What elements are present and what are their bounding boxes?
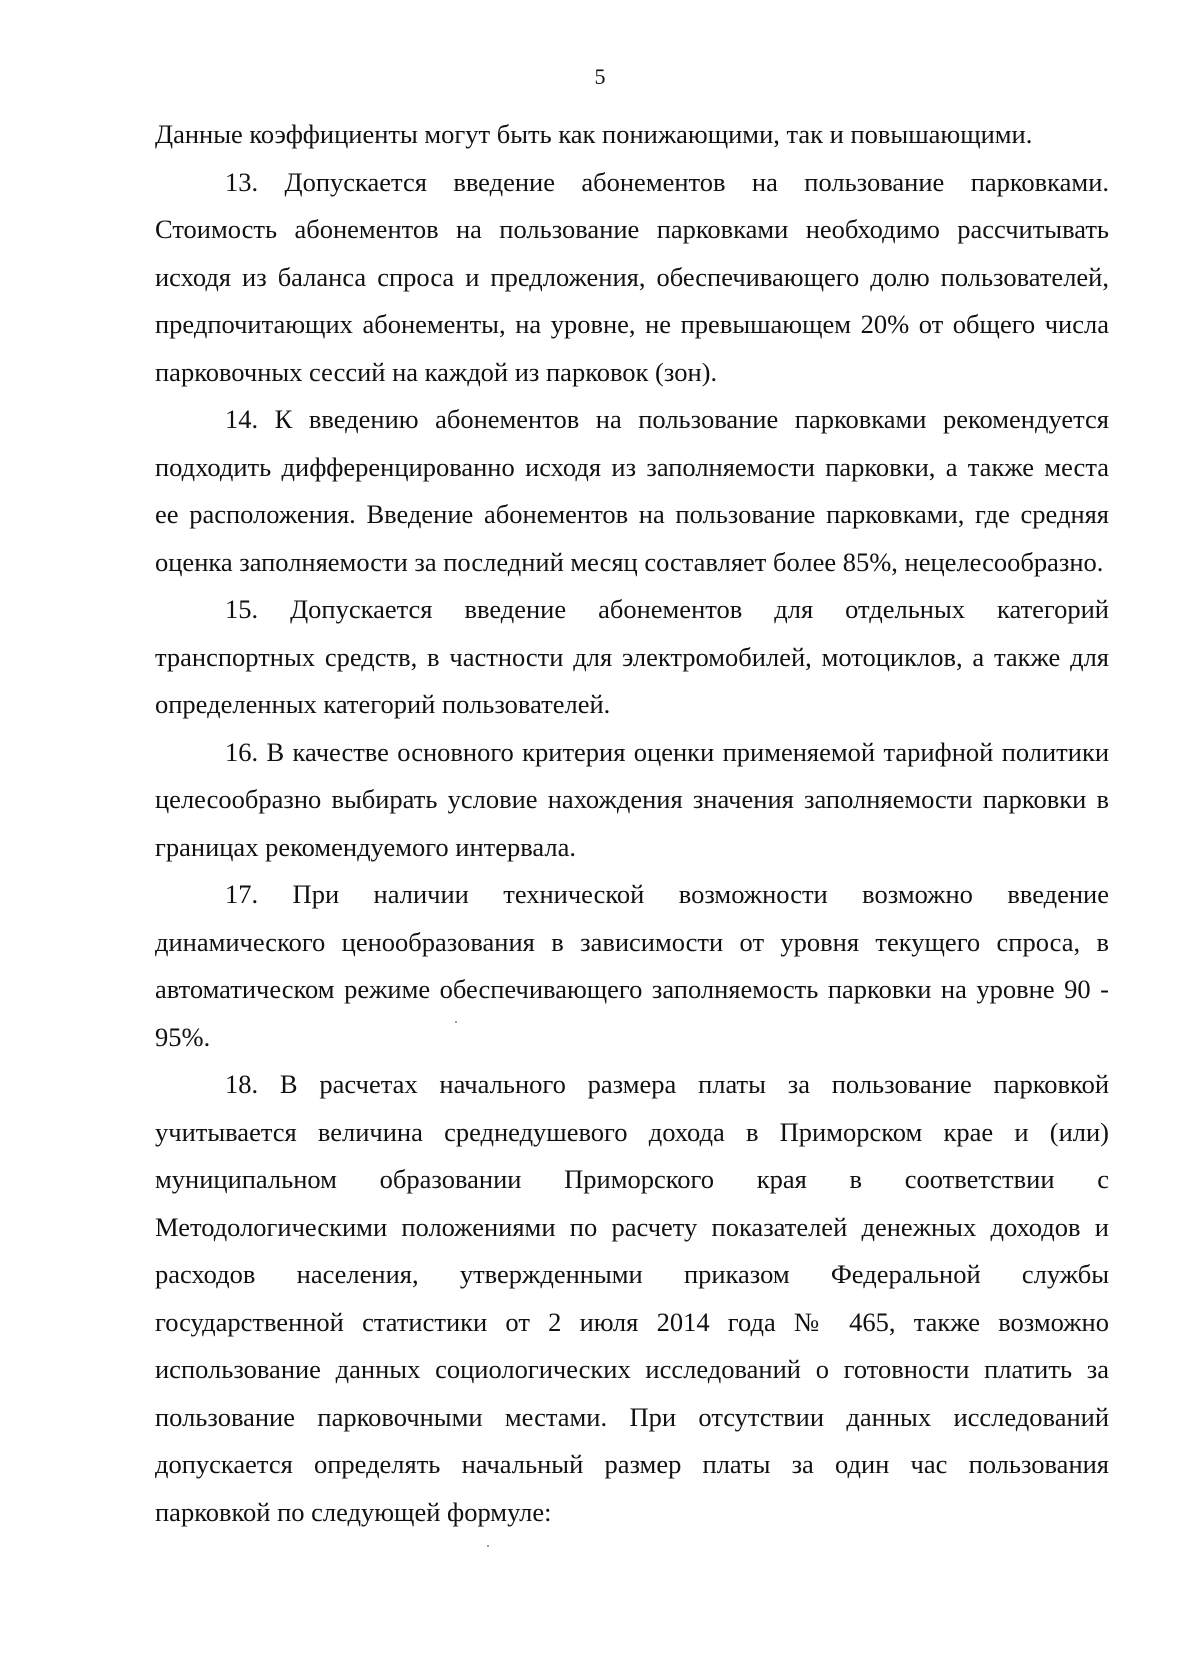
paragraph-17: 17. При наличии технической возможности возможно введение динамического ценообразования в зависимости от уровня текущего спроса, в автоматическом режиме обеспечивающего заполняемость парковки на уровне 90 - 95%.: [155, 879, 1109, 1052]
document-body: [155, 111, 1109, 1536]
scan-speck: [455, 1021, 457, 1023]
scan-speck: [487, 1545, 489, 1547]
paragraph-18: 18. В расчетах начального размера платы за пользование парковкой учитывается величина среднедушевого дохода в Приморском крае и (или) муниципальном образовании Приморского края в соответствии с Методологическими положениями по расчету показателей денежных доходов и расходов населения, утвержденными приказом Федеральной службы государственной статистики от 2 июля 2014 года № 465, также возможно использование данных социологических исследований о готовности платить за пользование парковочными местами. При отсутствии данных исследований допускается определять начальный размер платы за один час пользования парковкой по следующей формуле:: [155, 1069, 1109, 1527]
paragraph-13: 13. Допускается введение абонементов на пользование парковками. Стоимость абонементов на пользование парковками необходимо рассчитывать исходя из баланса спроса и предложения, обеспечивающего долю пользователей, предпочитающих абонементы, на уровне, не превышающем 20% от общего числа парковочных сессий на каждой из парковок (зон).: [155, 166, 1109, 387]
paragraph-16: 16. В качестве основного критерия оценки применяемой тарифной политики целесообразно выбирать условие нахождения значения заполняемости парковки в границах рекомендуемого интервала.: [155, 736, 1109, 862]
paragraph-15: 15. Допускается введение абонементов для отдельных категорий транспортных средств, в частности для электромобилей, мотоциклов, а также для определенных категорий пользователей.: [155, 594, 1109, 719]
page-number: 5: [594, 64, 606, 89]
paragraph-14: 14. К введению абонементов на пользование парковками рекомендуется подходить дифференцированно исходя из заполняемости парковки, а также места ее расположения. Введение абонементов на пользование парковками, где средняя оценка заполняемости за последний месяц составляет более 85%, нецелесообразно.: [155, 404, 1109, 577]
paragraph-coefficients: Данные коэффициенты могут быть как понижающими, так и повышающими.: [155, 119, 1033, 149]
